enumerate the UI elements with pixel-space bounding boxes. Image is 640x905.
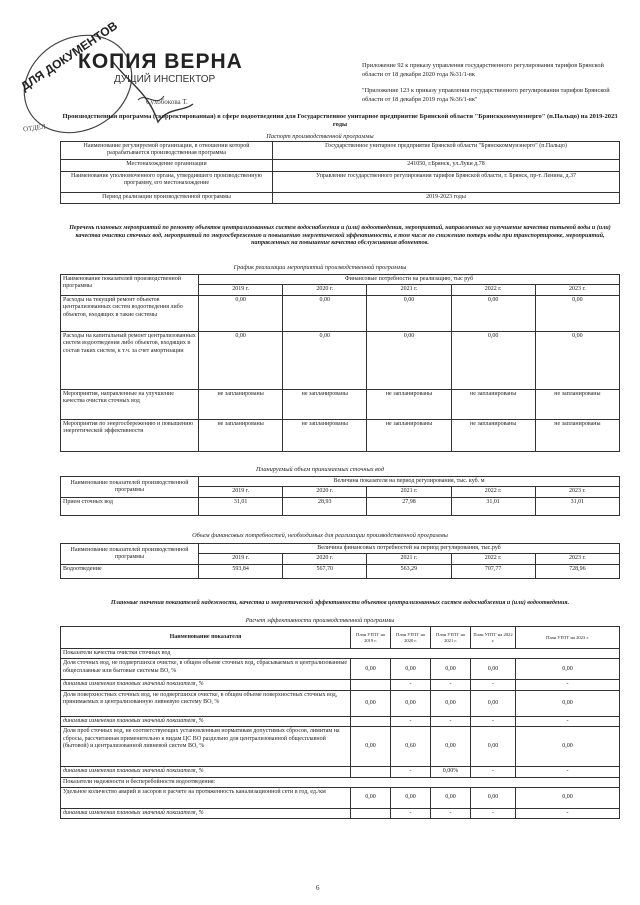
volume-year-header: 2020 г. — [283, 487, 367, 497]
efficiency-cell: - — [516, 809, 620, 819]
finance-year-header: 2022 г. — [451, 554, 535, 564]
passport-row — [61, 172, 620, 193]
measures-heading: Перечень плановых мероприятий по ремонту объектов централизованных систем водоснабжения и (или) водоотведения, мероприятий, направленных на улучшение качества питьевой воды и (или) качества очистки сточных вод, мероприятий по энергосбережению и повышению энергетической эффективности, в том числе по снижению потерь воды при транспортировке, мероприятий, направленных на повышение качества обслуживания абонентов. — [69, 225, 611, 247]
volume-cell: 31,01 — [199, 497, 283, 515]
efficiency-row — [61, 809, 620, 819]
schedule-row-name: Расходы на капитальный ремонт централизованных систем водоотведения либо объектов, входящих в состав таких систем, к т.ч. за счет амортизации — [61, 331, 199, 389]
efficiency-cell: 0,00 — [351, 690, 391, 716]
efficiency-cell: 0,00 — [391, 788, 431, 809]
efficiency-cell: 0,00 — [471, 788, 516, 809]
efficiency-row — [61, 680, 620, 690]
passport-value: Управление государственного регулирования тарифов Брянской области, г. Брянск, пр-т. Ленина, д.37 — [273, 172, 620, 193]
volume-col-group: Величина показателя на период регулирования, тыс. куб. м — [199, 477, 620, 487]
schedule-col-name: Наименование показателей производственной программы — [61, 275, 199, 296]
passport-label: Наименование регулируемой организации, в отношении которой разрабатывается производственная программа — [61, 142, 273, 160]
reliability-heading: Плановые значения показателей надежности, качества и энергетической эффективности объектов централизованных систем водоснабжения и (или) водоотведения. — [110, 600, 570, 606]
efficiency-year-header: План УПТГ на 2019 г. — [351, 627, 391, 649]
finance-cell: 593,84 — [199, 564, 283, 578]
volume-col-name: Наименование показателей производственной программы — [61, 477, 199, 498]
efficiency-cell: 0,00 — [471, 690, 516, 716]
efficiency-dynamics-label: динамика изменения плановых значений показателя, % — [61, 680, 351, 690]
efficiency-row — [61, 649, 620, 659]
efficiency-row-name: Удельное количество аварий и засоров в расчете на протяженность канализационной сети в год, ед./км — [61, 788, 351, 809]
finance-year-header: 2023 г. — [535, 554, 619, 564]
efficiency-cell: - — [431, 680, 471, 690]
efficiency-cell: - — [391, 809, 431, 819]
efficiency-row-name: Доля проб сточных вод, не соответствующих установленным нормативам допустимых сбросов, лимитам на сбросы, рассчитанная применительно к видам ЦС ВО раздельно для централизованной общесплавной (бытовой) и централизованной ливневой систем ВО, % — [61, 727, 351, 767]
efficiency-cell: - — [516, 767, 620, 777]
schedule-cell: 0,00 — [283, 295, 367, 331]
schedule-cell: не запланированы — [199, 419, 283, 451]
volume-year-header: 2022 г. — [451, 487, 535, 497]
efficiency-cell: 0,00 — [351, 727, 391, 767]
efficiency-cell: 0,00 — [471, 727, 516, 767]
efficiency-table — [60, 626, 620, 819]
efficiency-cell: 0,00 — [431, 659, 471, 680]
efficiency-cell: 0,00 — [516, 788, 620, 809]
schedule-row-name: Мероприятия по энергосбережению и повышению энергетической эффективности — [61, 419, 199, 451]
efficiency-row — [61, 777, 620, 787]
efficiency-section-title: Показатели качества очистки сточных вод — [61, 649, 620, 659]
schedule-cell: 0,00 — [451, 331, 535, 389]
passport-row — [61, 142, 620, 160]
efficiency-dynamics-label: динамика изменения плановых значений показателя, % — [61, 809, 351, 819]
schedule-cell: не запланированы — [367, 389, 451, 419]
efficiency-cell — [351, 716, 391, 726]
efficiency-year-header: План УПТГ на 2020 г. — [391, 627, 431, 649]
finance-cell: 567,70 — [283, 564, 367, 578]
schedule-cell: не запланированы — [535, 419, 619, 451]
schedule-table — [60, 274, 620, 452]
efficiency-row-name: Доля поверхностных сточных вод, не подвергшихся очистке, в общем объеме поверхностных сточных вод, принимаемых в централизованную ливневую систему ВО, % — [61, 690, 351, 716]
passport-value: 2019-2023 годы — [273, 193, 620, 204]
schedule-cell: 0,00 — [199, 331, 283, 389]
efficiency-row — [61, 716, 620, 726]
efficiency-section-title: Показатели надежности и бесперебойности водоотведения: — [61, 777, 620, 787]
passport-label: Период реализации производственной программы — [61, 193, 273, 204]
stamp-documents-text: ДЛЯ ДОКУМЕНТОВ — [18, 18, 121, 94]
schedule-cell: 0,00 — [535, 331, 619, 389]
passport-value: Государственное унитарное предприятие Брянской области "Брянсккоммунэнерго" (п.Пальцо) — [273, 142, 620, 160]
finance-year-header: 2019 г. — [199, 554, 283, 564]
volume-cell: 31,01 — [535, 497, 619, 515]
schedule-cell: не запланированы — [451, 389, 535, 419]
efficiency-cell: - — [391, 767, 431, 777]
efficiency-cell: 0,00 — [471, 659, 516, 680]
efficiency-cell: 0,00 — [516, 690, 620, 716]
passport-heading: Паспорт производственной программы — [266, 133, 374, 140]
schedule-cell: 0,00 — [535, 295, 619, 331]
efficiency-cell: 0,00 — [391, 659, 431, 680]
efficiency-cell — [351, 809, 391, 819]
schedule-row — [61, 295, 620, 331]
volume-cell: 28,93 — [283, 497, 367, 515]
efficiency-year-header: План УПТГ на 2021 г. — [431, 627, 471, 649]
passport-label: Наименование уполномоченного органа, утвердившего производственную программу, его местонахождение — [61, 172, 273, 193]
efficiency-row — [61, 767, 620, 777]
efficiency-cell: - — [391, 716, 431, 726]
finance-table — [60, 543, 620, 579]
efficiency-cell: 0,00 — [431, 788, 471, 809]
schedule-year-header: 2021 г. — [367, 285, 451, 295]
efficiency-cell: 0,00 — [351, 659, 391, 680]
schedule-cell: не запланированы — [199, 389, 283, 419]
efficiency-cell: - — [431, 716, 471, 726]
schedule-year-header: 2023 г. — [535, 285, 619, 295]
volume-year-header: 2023 г. — [535, 487, 619, 497]
schedule-year-header: 2019 г. — [199, 285, 283, 295]
page-number: 6 — [316, 884, 320, 892]
schedule-cell: 0,00 — [367, 295, 451, 331]
efficiency-cell: - — [471, 680, 516, 690]
efficiency-cell: 0,00% — [431, 767, 471, 777]
schedule-row — [61, 419, 620, 451]
schedule-cell: 0,00 — [451, 295, 535, 331]
efficiency-row-name: Доля сточных вод, не подвергшихся очистке, в общем объеме сточных вод, сбрасываемых в централизованные общесплавные или бытовые системы ВО, % — [61, 659, 351, 680]
efficiency-cell: - — [471, 716, 516, 726]
efficiency-cell: 0,00 — [391, 690, 431, 716]
efficiency-col-name: Наименование показателя — [61, 627, 351, 649]
schedule-cell: не запланированы — [451, 419, 535, 451]
efficiency-row — [61, 788, 620, 809]
schedule-cell: не запланированы — [283, 389, 367, 419]
finance-row-name: Водоотведение — [61, 564, 199, 578]
efficiency-cell: 0,00 — [516, 727, 620, 767]
schedule-year-header: 2022 г. — [451, 285, 535, 295]
schedule-cell: 0,00 — [367, 331, 451, 389]
volume-cell: 31,01 — [451, 497, 535, 515]
passport-table — [60, 141, 620, 204]
finance-cell: 707,77 — [451, 564, 535, 578]
schedule-year-header: 2020 г. — [283, 285, 367, 295]
efficiency-row — [61, 659, 620, 680]
passport-row — [61, 193, 620, 204]
schedule-cell: не запланированы — [535, 389, 619, 419]
efficiency-cell: - — [516, 716, 620, 726]
schedule-cell: 0,00 — [283, 331, 367, 389]
efficiency-cell: - — [391, 680, 431, 690]
stamp-copy-text: КОПИЯ ВЕРНА — [78, 50, 243, 73]
passport-label: Местонахождение организации — [61, 160, 273, 172]
schedule-row-name: Мероприятия, направленные на улучшение качества очистки сточных вод — [61, 389, 199, 419]
efficiency-dynamics-label: динамика изменения плановых значений показателя, % — [61, 767, 351, 777]
efficiency-row — [61, 727, 620, 767]
schedule-heading: График реализации мероприятий производственной программы — [233, 264, 407, 271]
finance-cell: 563,29 — [367, 564, 451, 578]
volume-year-header: 2019 г. — [199, 487, 283, 497]
schedule-row-name: Расходы на текущий ремонт объектов централизованных систем водоотведения либо объектов, входящих в такие системы — [61, 295, 199, 331]
efficiency-cell: - — [471, 767, 516, 777]
schedule-cell: не запланированы — [283, 419, 367, 451]
efficiency-dynamics-label: динамика изменения плановых значений показателя, % — [61, 716, 351, 726]
passport-value: 241050, г.Брянск, ул.Луки д.78 — [273, 160, 620, 172]
efficiency-cell: - — [471, 809, 516, 819]
schedule-cell: 0,00 — [199, 295, 283, 331]
efficiency-cell: - — [431, 809, 471, 819]
stamp-small-text: ОТДЕЛ — [22, 122, 47, 134]
volume-cell: 27,98 — [367, 497, 451, 515]
schedule-cell: не запланированы — [367, 419, 451, 451]
finance-col-group: Величина финансовых потребностей на период регулирования, тыс.руб — [199, 544, 620, 554]
efficiency-heading: Расчет эффективности производственной программы — [245, 617, 395, 624]
efficiency-cell: 0,00 — [431, 727, 471, 767]
efficiency-cell: 0,00 — [351, 788, 391, 809]
efficiency-cell: 0,60 — [391, 727, 431, 767]
signature-note: Сухобокова Т. — [146, 98, 188, 106]
efficiency-cell: 0,00 — [431, 690, 471, 716]
efficiency-cell — [351, 680, 391, 690]
stamp-inspector-text: ДУЩИЙ ИНСПЕКТОР — [114, 74, 216, 85]
efficiency-cell: 0,00 — [516, 659, 620, 680]
finance-cell: 728,96 — [535, 564, 619, 578]
volume-year-header: 2021 г. — [367, 487, 451, 497]
volume-row-name: Прием сточных вод — [61, 497, 199, 515]
program-title: Производственная программа (скорректированная) в сфере водоотведения для Государственное унитарное предприятие Брянской области "Брянсккоммунэнерго" (п.Пальцо) на 2019-2023 годы — [62, 113, 618, 129]
finance-heading: Объем финансовых потребностей, необходимых для реализации производственной программы — [192, 532, 448, 539]
finance-col-name: Наименование показателей производственной программы — [61, 544, 199, 565]
efficiency-row — [61, 690, 620, 716]
schedule-row — [61, 389, 620, 419]
volume-heading: Планируемый объем принимаемых сточных вод — [255, 466, 385, 473]
appendix-note-previous: "Приложение 123 к приказу управления государственного регулирования тарифов Брянской области от 18 декабря 2019 года №36/1-вк" — [362, 87, 610, 103]
passport-row — [61, 160, 620, 172]
finance-year-header: 2020 г. — [283, 554, 367, 564]
efficiency-year-header: План УПТГ на 2023 г. — [516, 627, 620, 649]
schedule-col-group: Финансовые потребности на реализацию, тыс руб — [199, 275, 620, 285]
efficiency-cell — [351, 767, 391, 777]
finance-year-header: 2021 г. — [367, 554, 451, 564]
efficiency-cell: - — [516, 680, 620, 690]
volume-table — [60, 476, 620, 516]
efficiency-year-header: План УПТГ на 2022 г. — [471, 627, 516, 649]
appendix-note-current: Приложение 92 к приказу управления государственного регулирования тарифов Брянской области от 18 декабря 2020 года №31/1-вк — [362, 62, 604, 78]
schedule-row — [61, 331, 620, 389]
